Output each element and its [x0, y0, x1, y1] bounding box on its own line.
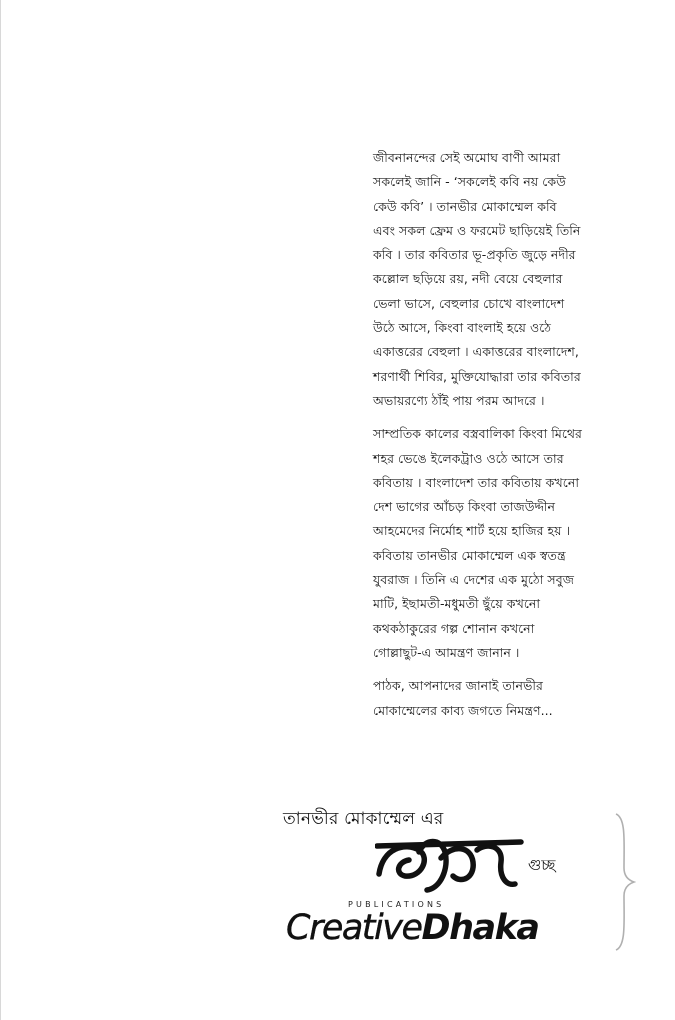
blurb-line: সাম্প্রতিক কালের বস্ত্রবালিকা কিংবা মিথের: [373, 426, 582, 442]
blurb-line: কবি । তার কবিতার ভূ-প্রকৃতি জুড়ে নদীর: [373, 247, 576, 263]
blurb-line: উঠে আসে, কিংবা বাংলাই হয়ে ওঠে: [373, 320, 552, 336]
blurb-line: পাঠক, আপনাদের জানাই তানভীর: [373, 678, 543, 694]
blurb-line: যুবরাজ । তিনি এ দেশের এক মুঠো সবুজ: [373, 572, 574, 588]
blurb-line: মোকাম্মেলের কাব্য জগতে নিমন্ত্রণ...: [373, 702, 553, 718]
blurb-line: দেশ ভাগের আঁচড় কিংবা তাজউদ্দীন: [373, 499, 556, 515]
blurb-line: এবং সকল ফ্রেম ও ফরমেট ছাড়িয়েই তিনি: [373, 222, 581, 238]
blurb-line: আহমেদের নির্মোহ শার্ট হয়ে হাজির হয় ।: [373, 523, 571, 539]
blurb-line: একাত্তরের বেহুলা । একাত্তরের বাংলাদেশ,: [373, 344, 579, 360]
creative-dhaka-logo: [286, 906, 539, 950]
blurb-line: কথকঠাকুরের গল্প শোনান কখনো: [373, 620, 535, 636]
publisher-tagline: PUBLICATIONS: [348, 900, 445, 909]
blurb-paragraph-2: [373, 422, 613, 665]
blurb-line: শহর ভেঙে ইলেকট্রাও ওঠে আসে তার: [373, 450, 564, 466]
blurb-line: কবিতায় । বাংলাদেশ তার কবিতায় কখনো: [373, 474, 579, 490]
blurb-paragraph-3: [373, 674, 613, 723]
blurb-line: অভায়রণ্যে ঠাঁই পায় পরম আদরে ।: [373, 392, 545, 408]
blurb-line: কল্লোল ছড়িয়ে রয়, নদী বেয়ে বেহুলার: [373, 271, 563, 287]
title-suffix: গুচ্ছ: [528, 856, 556, 874]
blurb-line: মাটি, ইছামতী-মধুমতী ছুঁয়ে কখনো: [373, 596, 541, 612]
blurb-line: কবিতায় তানভীর মোকাম্মেল এক স্বতন্ত্র: [373, 547, 566, 563]
blurb-line: গোল্লাছুট-এ আমন্ত্রণ জানান ।: [373, 644, 520, 660]
publisher-logo-block: [286, 900, 604, 952]
blurb-line: কেউ কবি’ । তানভীর মোকাম্মেল কবি: [373, 198, 557, 214]
blurb-line: শরণার্থী শিবির, মুক্তিযোদ্ধারা তার কবিতার: [373, 368, 581, 384]
blurb-line: সকলেই জানি - ‘সকলেই কবি নয় কেউ: [373, 174, 566, 190]
author-line: তানভীর মোকাম্মেল এর: [283, 809, 444, 829]
decorative-brace: [612, 812, 636, 952]
blurb-line: জীবনানন্দের সেই অমোঘ বাণী আমরা: [373, 150, 561, 165]
back-cover-blurb: [373, 146, 613, 732]
logo-dhaka-text: Dhaka: [421, 908, 539, 948]
blurb-line: ভেলা ভাসে, বেহুলার চোখে বাংলাদেশ: [373, 295, 565, 311]
blurb-paragraph-1: [373, 146, 613, 413]
logo-creative-text: Creative: [286, 908, 422, 948]
calligraphic-title-logo: [375, 828, 525, 900]
page-edge-line: [0, 0, 1, 1020]
book-title-block: [283, 806, 613, 898]
